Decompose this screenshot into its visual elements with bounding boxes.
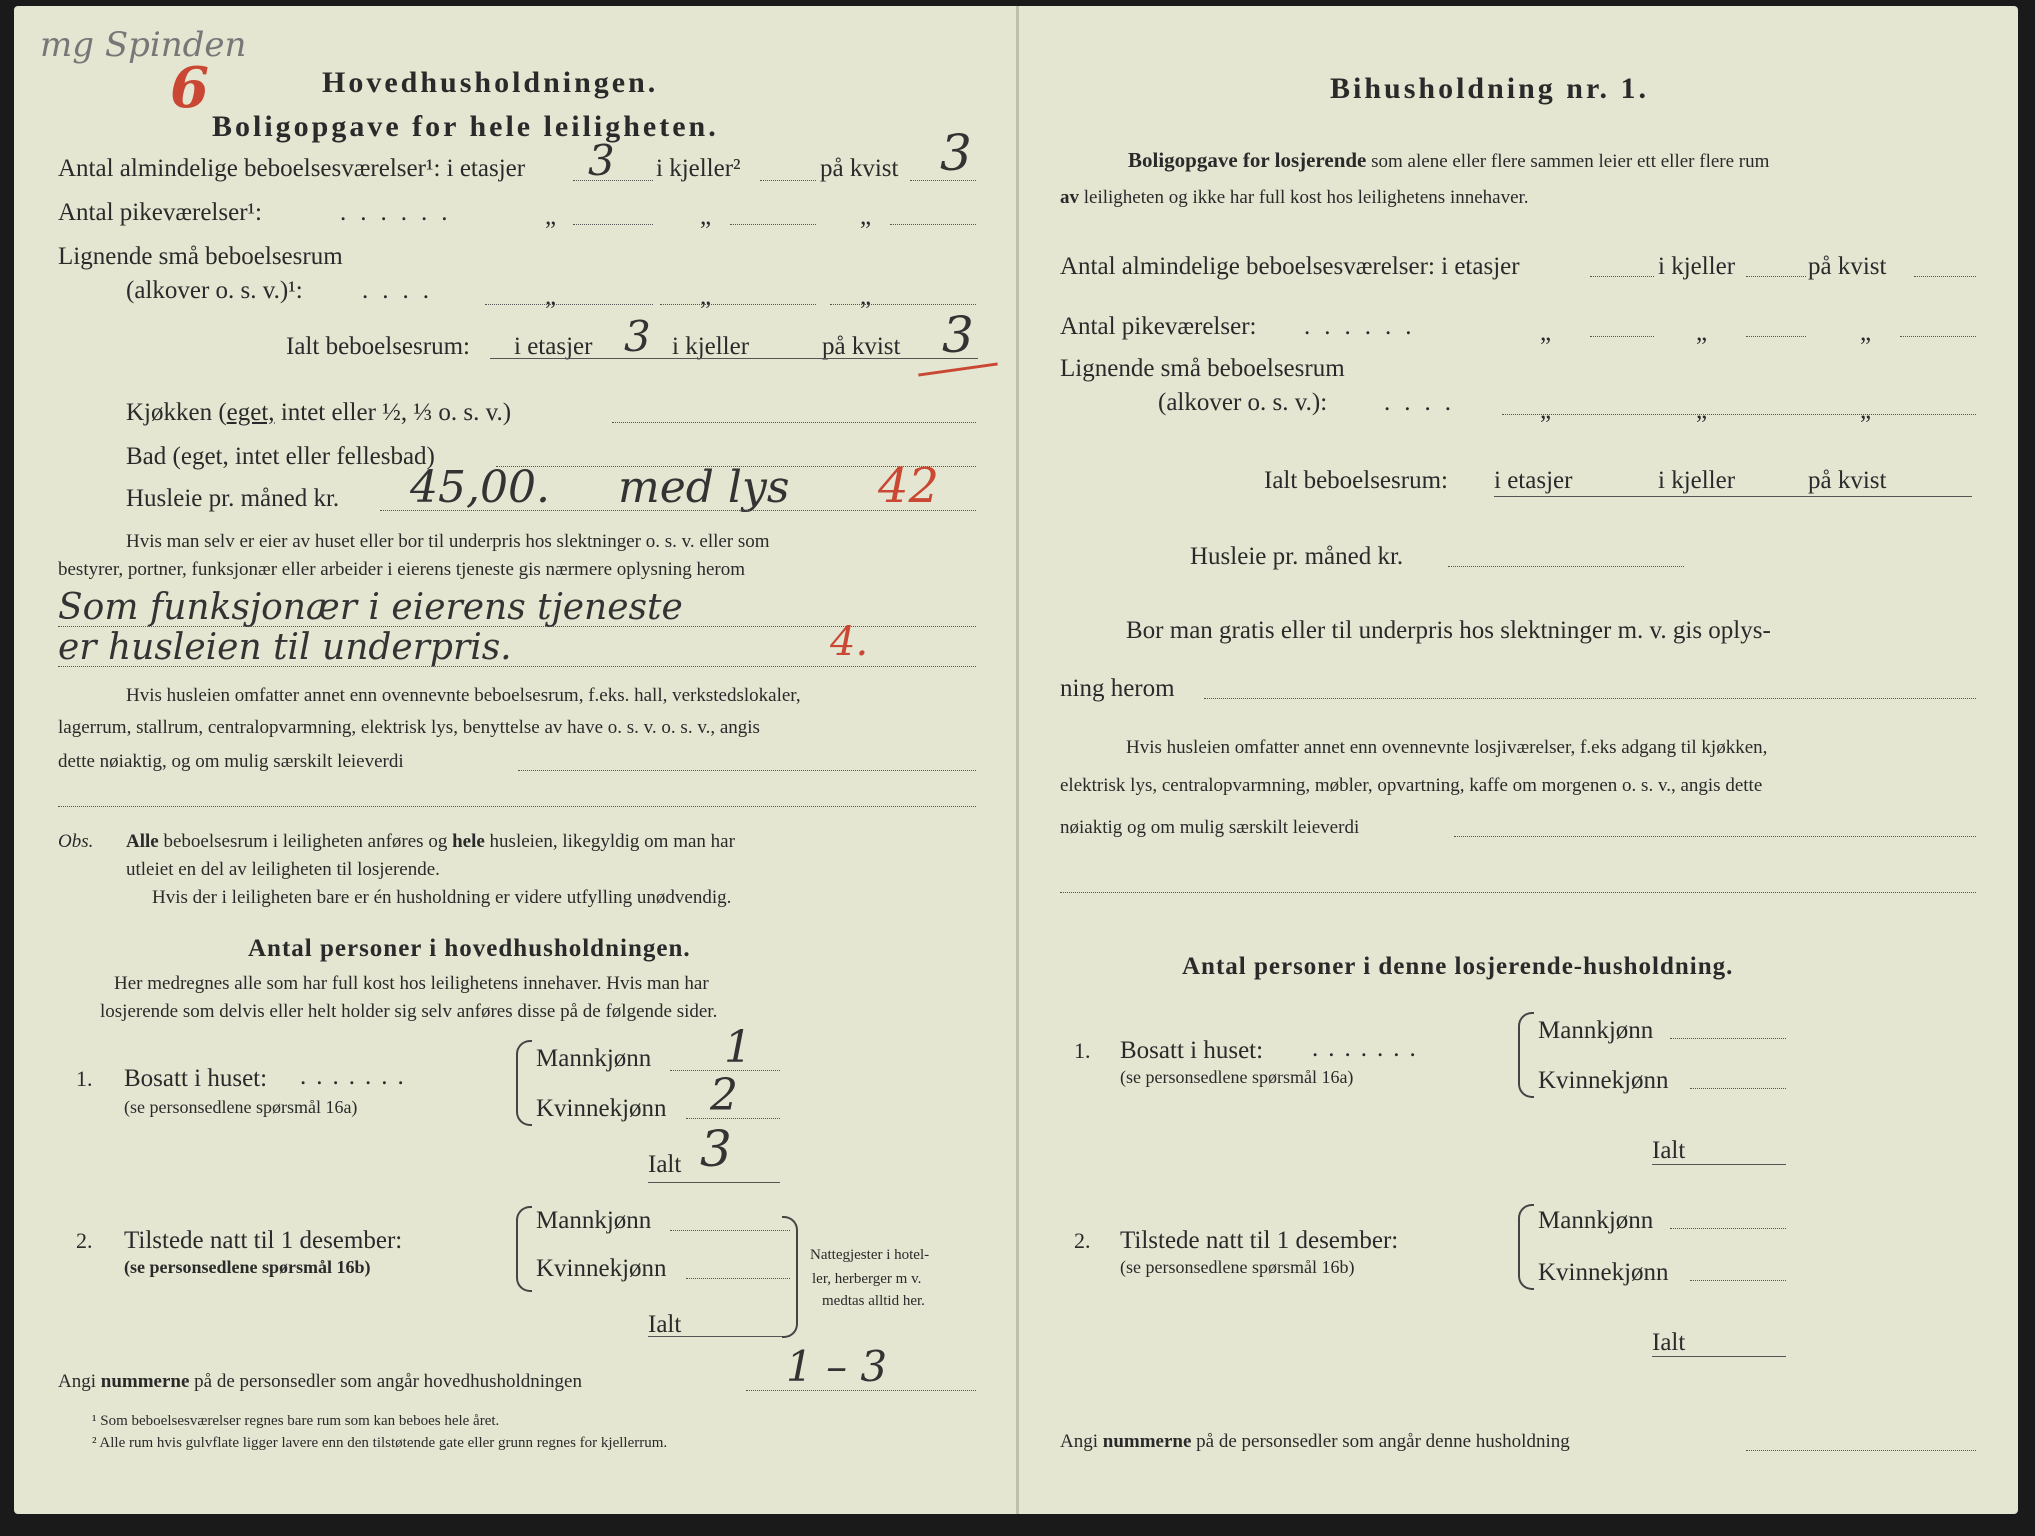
right-q1-label: Bosatt i huset: xyxy=(1120,1037,1264,1064)
right-q1-mann-label: Mannkjønn xyxy=(1538,1017,1654,1044)
right-free-1: Bor man gratis eller til underpris hos slektninger m. v. gis oplys- xyxy=(1126,617,1771,644)
q2-kvinne-label: Kvinnekjønn xyxy=(536,1255,667,1282)
q2-mann-line xyxy=(670,1230,790,1231)
right-q1-dots: ....... xyxy=(1312,1035,1426,1062)
ditto-mark: „ xyxy=(700,283,712,310)
right-angi-line xyxy=(1746,1450,1976,1451)
maid-line-3 xyxy=(890,224,976,225)
q2-brace xyxy=(516,1206,532,1292)
left-title: Hovedhusholdningen. xyxy=(322,66,659,99)
right-q2-brace xyxy=(1518,1204,1534,1290)
rooms-kvist-label: på kvist xyxy=(820,155,899,182)
kitchen-label: Kjøkken (eget, intet eller ½, ⅓ o. s. v.) xyxy=(126,399,512,426)
right-q2-mann-label: Mannkjønn xyxy=(1538,1207,1654,1234)
page-fold xyxy=(1016,6,1019,1514)
total-kjeller-label: i kjeller xyxy=(672,333,750,360)
page-number: 6 xyxy=(170,55,209,121)
right-q1-kvinne-label: Kvinnekjønn xyxy=(1538,1067,1669,1094)
right-free-2: ning herom xyxy=(1060,675,1175,702)
q2-ialt-line xyxy=(648,1336,790,1337)
maid-line-1 xyxy=(573,224,653,225)
left-subtitle: Boligopgave for hele leiligheten. xyxy=(212,110,719,143)
small-rooms-label: Lignende små beboelsesrum xyxy=(58,243,343,270)
rent-value[interactable]: 45,00. xyxy=(410,462,550,513)
q2-sub: (se personsedlene spørsmål 16b) xyxy=(124,1257,371,1277)
extra-line-1 xyxy=(518,770,976,771)
right-q1-sub: (se personsedlene spørsmål 16a) xyxy=(1120,1067,1354,1087)
maid-line-2 xyxy=(730,224,816,225)
night-note-1: Nattegjester i hotel- xyxy=(810,1247,930,1263)
total-etasjer-value[interactable]: 3 xyxy=(624,312,651,361)
owner-line-2 xyxy=(58,666,976,667)
owner-red-mark: 4. xyxy=(830,619,869,665)
q1-number: 1. xyxy=(76,1066,93,1091)
right-intro-1: Boligopgave for losjerende som alene eller flere sammen leier ett eller flere rum xyxy=(1128,148,1770,172)
q2-number: 2. xyxy=(76,1228,93,1253)
right-extra-line-2 xyxy=(1060,892,1976,893)
ditto-mark: „ xyxy=(1860,397,1872,424)
right-angi-label: Angi nummerne på de personsedler som angår denne husholdning xyxy=(1060,1431,1570,1452)
rooms-kvist-value[interactable]: 3 xyxy=(940,124,972,182)
footnote-1: ¹ Som beboelsesværelser regnes bare rum som kan beboes hele året. xyxy=(92,1413,500,1429)
bath-label: Bad (eget, intet eller fellesbad) xyxy=(126,443,435,470)
right-rooms-kvist-line xyxy=(1914,276,1976,277)
rooms-etasjer-value[interactable]: 3 xyxy=(588,136,615,185)
right-q1-kvinne-line xyxy=(1690,1088,1786,1089)
margin-note: mg Spinden xyxy=(40,25,247,65)
obs-text-1: Alle beboelsesrum i leiligheten anføres og hele husleien, likegyldig om man har xyxy=(126,831,735,852)
q1-sub: (se personsedlene spørsmål 16a) xyxy=(124,1097,358,1117)
right-maid-dots: ...... xyxy=(1304,313,1426,340)
right-small-sub: (alkover o. s. v.): xyxy=(1158,389,1328,416)
q2-label: Tilstede natt til 1 desember: xyxy=(124,1227,403,1254)
right-extra-line-1 xyxy=(1454,836,1976,837)
right-total-kvist-label: på kvist xyxy=(1808,467,1887,494)
right-persons-title: Antal personer i denne losjerende-husholdning. xyxy=(1182,953,1734,980)
right-q1-number: 1. xyxy=(1074,1038,1091,1063)
right-maid-line-1 xyxy=(1590,336,1654,337)
rent-note[interactable]: med lys xyxy=(618,462,790,513)
right-rent-line xyxy=(1448,566,1684,567)
ditto-mark: „ xyxy=(1540,319,1552,346)
total-kvist-value[interactable]: 3 xyxy=(942,306,974,364)
owner-hand-1[interactable]: Som funksjonær i eierens tjeneste xyxy=(58,587,683,628)
persons-title: Antal personer i hovedhusholdningen. xyxy=(248,935,691,962)
q1-brace xyxy=(516,1040,532,1126)
right-q1-ialt-label: Ialt xyxy=(1652,1137,1686,1164)
right-q2-kvinne-label: Kvinnekjønn xyxy=(1538,1259,1669,1286)
right-q2-label: Tilstede natt til 1 desember: xyxy=(1120,1227,1399,1254)
night-brace xyxy=(782,1216,798,1338)
right-rooms-kjeller-line xyxy=(1746,276,1806,277)
right-extra-2: elektrisk lys, centralopvarmning, møbler, opvartning, kaffe om morgenen o. s. v., angis dette xyxy=(1060,775,1763,796)
ditto-mark: „ xyxy=(700,203,712,230)
total-rooms-label: Ialt beboelsesrum: xyxy=(286,333,470,360)
angi-value[interactable]: 1 – 3 xyxy=(786,1342,888,1391)
right-q2-mann-line xyxy=(1670,1228,1786,1229)
angi-label: Angi nummerne på de personsedler som angår hovedhusholdningen xyxy=(58,1371,582,1392)
small-line-1 xyxy=(485,304,653,305)
rent-line xyxy=(380,510,976,511)
kitchen-line xyxy=(612,422,976,423)
rooms-ordinary-label: Antal almindelige beboelsesværelser¹: i etasjer xyxy=(58,155,526,182)
total-kvist-label: på kvist xyxy=(822,333,901,360)
right-extra-3: nøiaktig og om mulig særskilt leieverdi xyxy=(1060,817,1360,838)
q1-ialt-line xyxy=(648,1182,780,1183)
right-q2-sub: (se personsedlene spørsmål 16b) xyxy=(1120,1257,1355,1277)
q1-dots: ....... xyxy=(300,1063,414,1090)
q2-kvinne-line xyxy=(686,1278,790,1279)
ditto-mark: „ xyxy=(1696,319,1708,346)
rooms-kjeller-line xyxy=(760,180,816,181)
q2-mann-label: Mannkjønn xyxy=(536,1207,652,1234)
night-note-3: medtas alltid her. xyxy=(822,1293,925,1309)
owner-note-2: bestyrer, portner, funksjonær eller arbeider i eierens tjeneste gis nærmere oplysning herom xyxy=(58,559,746,580)
q1-kvinne-label: Kvinnekjønn xyxy=(536,1095,667,1122)
right-maid-label: Antal pikeværelser: xyxy=(1060,313,1257,340)
right-q1-brace xyxy=(1518,1012,1534,1098)
obs-text-2: utleiet en del av leiligheten til losjerende. xyxy=(126,859,440,880)
owner-note-1: Hvis man selv er eier av huset eller bor til underpris hos slektninger o. s. v. eller som xyxy=(126,531,770,552)
rent-label: Husleie pr. måned kr. xyxy=(126,485,340,512)
right-q2-ialt-line xyxy=(1652,1356,1786,1357)
small-rooms-sub: (alkover o. s. v.)¹: xyxy=(126,277,303,304)
extra-note-2: lagerrum, stallrum, centralopvarmning, elektrisk lys, benyttelse av have o. s. v. o. s. v., angis xyxy=(58,717,760,738)
right-rent-label: Husleie pr. måned kr. xyxy=(1190,543,1404,570)
ditto-mark: „ xyxy=(545,203,557,230)
ditto-mark: „ xyxy=(545,283,557,310)
right-extra-1: Hvis husleien omfatter annet enn ovennevnte losjiværelser, f.eks adgang til kjøkken, xyxy=(1126,737,1768,758)
maid-dots: ...... xyxy=(340,199,462,226)
right-small-dots: .... xyxy=(1384,389,1465,416)
right-rooms-kvist-label: på kvist xyxy=(1808,253,1887,280)
q1-ialt-label: Ialt xyxy=(648,1151,682,1178)
right-total-underline xyxy=(1494,496,1972,497)
right-free-line xyxy=(1204,698,1976,699)
total-etasjer-label: i etasjer xyxy=(514,333,593,360)
rooms-kjeller-label: i kjeller² xyxy=(656,155,741,182)
right-small-label: Lignende små beboelsesrum xyxy=(1060,355,1345,382)
q2-ialt-label: Ialt xyxy=(648,1311,682,1338)
owner-hand-2[interactable]: er husleien til underpris. xyxy=(58,627,512,668)
right-q1-mann-line xyxy=(1670,1038,1786,1039)
rent-red-mark: 42 xyxy=(878,458,940,514)
q1-ialt-value[interactable]: 3 xyxy=(700,1120,732,1178)
persons-note-1: Her medregnes alle som har full kost hos leilighetens innehaver. Hvis man har xyxy=(114,973,709,994)
right-intro-2: av leiligheten og ikke har full kost hos leilighetens innehaver. xyxy=(1060,187,1529,208)
q1-mann-label: Mannkjønn xyxy=(536,1045,652,1072)
right-q2-ialt-label: Ialt xyxy=(1652,1329,1686,1356)
q1-kvinne-value[interactable]: 2 xyxy=(710,1070,738,1121)
right-q2-number: 2. xyxy=(1074,1228,1091,1253)
obs-label: Obs. xyxy=(58,831,94,852)
right-q1-ialt-line xyxy=(1652,1164,1786,1165)
right-small-line xyxy=(1502,414,1976,415)
right-maid-line-2 xyxy=(1746,336,1806,337)
right-title: Bihusholdning nr. 1. xyxy=(1330,72,1650,105)
small-dots: .... xyxy=(362,277,443,304)
maid-rooms-label: Antal pikeværelser¹: xyxy=(58,199,262,226)
extra-line-2 xyxy=(58,806,976,807)
ditto-mark: „ xyxy=(1860,319,1872,346)
ditto-mark: „ xyxy=(1540,397,1552,424)
right-rooms-kjeller-label: i kjeller xyxy=(1658,253,1736,280)
footnote-2: ² Alle rum hvis gulvflate ligger lavere enn den tilstøtende gate eller grunn regnes for kjellerrum. xyxy=(92,1435,668,1451)
ditto-mark: „ xyxy=(1696,397,1708,424)
right-rooms-label: Antal almindelige beboelsesværelser: i etasjer xyxy=(1060,253,1520,280)
extra-note-1: Hvis husleien omfatter annet enn ovennevnte beboelsesrum, f.eks. hall, verkstedslokaler, xyxy=(126,685,801,706)
right-total-label: Ialt beboelsesrum: xyxy=(1264,467,1448,494)
right-total-kjeller-label: i kjeller xyxy=(1658,467,1736,494)
q1-label: Bosatt i huset: xyxy=(124,1065,268,1092)
small-line-3 xyxy=(830,304,976,305)
right-q2-kvinne-line xyxy=(1690,1280,1786,1281)
ditto-mark: „ xyxy=(860,203,872,230)
right-total-etasjer-label: i etasjer xyxy=(1494,467,1573,494)
small-line-2 xyxy=(660,304,816,305)
q1-mann-value[interactable]: 1 xyxy=(724,1022,752,1073)
right-rooms-etasjer-line xyxy=(1590,276,1654,277)
obs-text-3: Hvis der i leiligheten bare er én husholdning er videre utfylling unødvendig. xyxy=(152,887,732,908)
night-note-2: ler, herberger m v. xyxy=(812,1271,922,1287)
total-underline xyxy=(490,358,978,359)
ditto-mark: „ xyxy=(860,283,872,310)
extra-note-3: dette nøiaktig, og om mulig særskilt leieverdi xyxy=(58,751,404,772)
persons-note-2: losjerende som delvis eller helt holder sig selv anføres disse på de følgende sider. xyxy=(100,1001,718,1022)
right-maid-line-3 xyxy=(1900,336,1976,337)
